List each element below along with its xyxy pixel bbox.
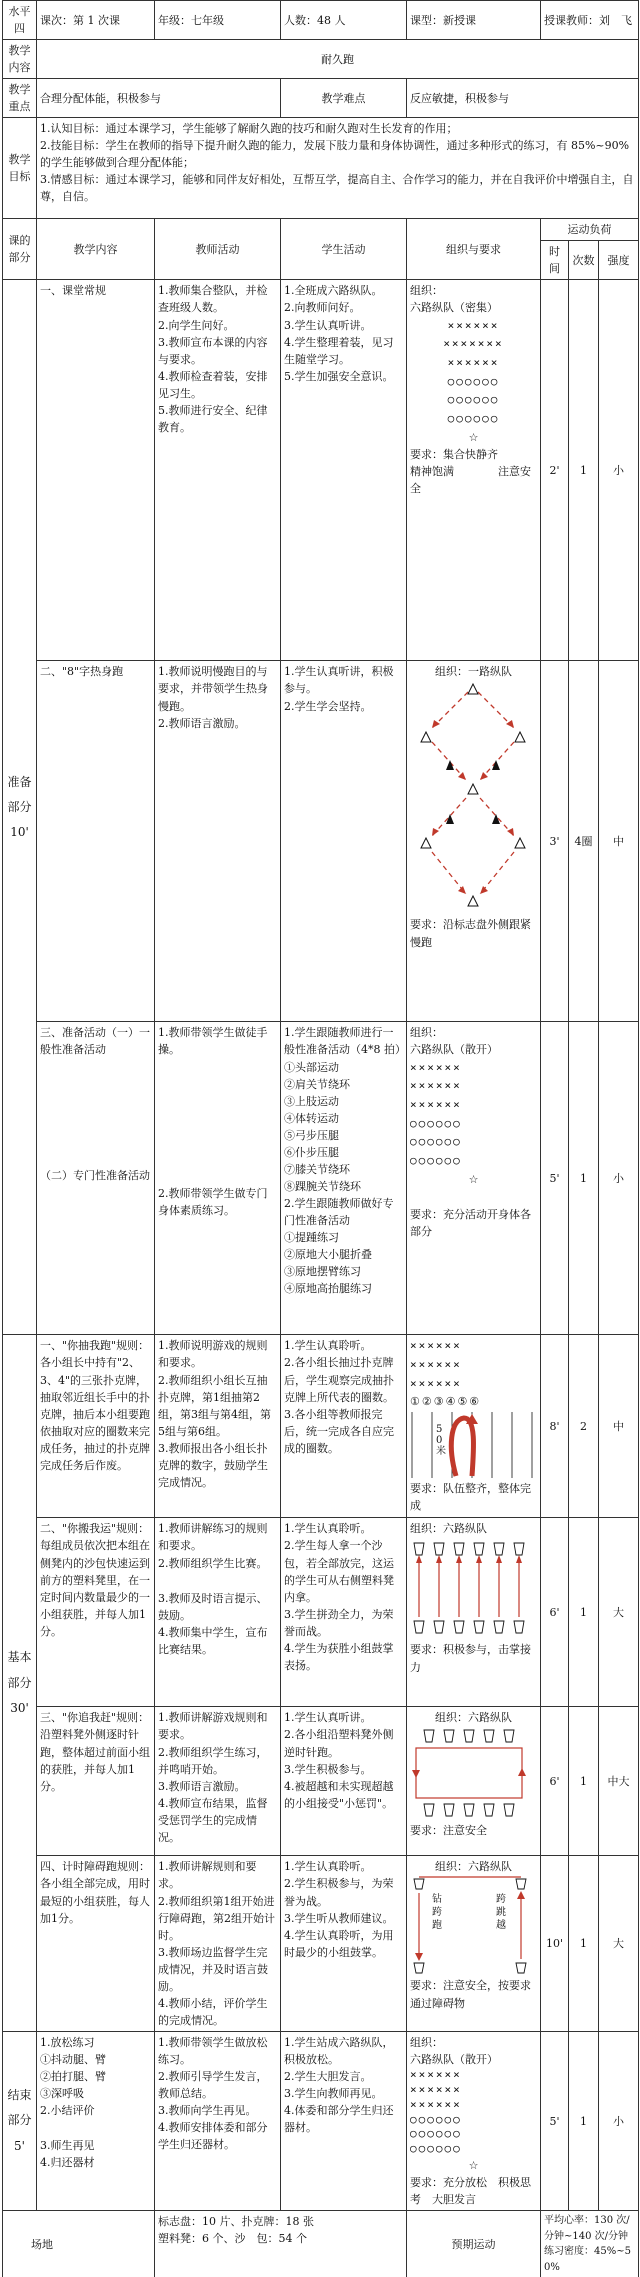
text-line: 1.学生认真聆听。 xyxy=(284,1339,372,1353)
text-line: 3.学生拼劲全力，为荣誉而战。 xyxy=(284,1607,394,1638)
text-line: 2.学生积极参与，为荣誉为战。 xyxy=(284,1877,394,1908)
grab-teacher xyxy=(155,1335,281,1518)
org-title: 组织：六路纵队 xyxy=(435,1860,512,1874)
carry-arrows xyxy=(419,1559,519,1617)
route-arrows xyxy=(432,692,514,894)
warmup-time: 5' xyxy=(541,1022,569,1335)
warmup-student xyxy=(281,1022,407,1335)
text-line: 1.学生认真听讲，积极参与。 xyxy=(284,665,394,696)
track-lanes xyxy=(410,1412,536,1480)
text-line: 3.教师语言激励。 xyxy=(158,1779,246,1793)
warmup-teacher xyxy=(155,1022,281,1335)
text-line: 5.学生加强安全意识。 xyxy=(284,369,394,383)
formation-row: ○○○○○○ xyxy=(447,393,500,407)
text-line: 2.教师组织学生比赛。 xyxy=(158,1556,268,1570)
obstacle-diagram xyxy=(410,1875,537,1977)
teacher-star-icon: ☆ xyxy=(468,430,479,444)
formation-row: ○○○○○○ xyxy=(410,1153,462,1167)
figure8-reps: 4圈 xyxy=(569,661,599,1022)
formation-row: ×××××× xyxy=(410,2082,462,2096)
warmup-org xyxy=(407,1022,541,1335)
warmup-row xyxy=(3,1022,639,1335)
text-line: 1.学生认真听讲。 xyxy=(284,1711,372,1725)
text-line: 2.教师引导学生发言，教师总结。 xyxy=(158,2069,268,2101)
text-line: 2.各小组长抽过扑克牌后，学生观察完成抽扑克牌上所代表的圈数。 xyxy=(284,1356,394,1404)
text-line: 2.学生学会坚持。 xyxy=(284,699,372,713)
carry-org xyxy=(407,1518,541,1707)
teacher-name: 授课教师：刘 飞 xyxy=(541,1,639,40)
org-title: 组织： xyxy=(410,284,443,298)
text-line: 3.教师向学生再见。 xyxy=(158,2104,257,2118)
text-line: ⑥仆步压腿 xyxy=(284,1145,339,1159)
text-line: ⑧踝腕关节绕环 xyxy=(284,1179,361,1193)
text-line: 2.学生大胆发言。 xyxy=(284,2069,372,2083)
chase-time: 6' xyxy=(541,1707,569,1856)
focus-row xyxy=(3,79,639,118)
chase-row xyxy=(3,1707,639,1856)
lesson-number: 课次：第 1 次课 xyxy=(37,1,155,40)
text-line: 4.教师集中学生，宣布比赛结果。 xyxy=(158,1625,268,1656)
text-line: 1.教师讲解游戏规则和要求。 xyxy=(158,1711,268,1742)
formation-row: ○○○○○○ xyxy=(410,1135,462,1149)
formation-row: ×××××× xyxy=(410,1339,462,1353)
text-line: 2.教师组织小组长互抽扑克牌，第1组抽第2组，第3组与第4组，第5组与第6组。 xyxy=(158,1373,271,1438)
text-line: 2.学生跟随教师做好专门性准备活动 xyxy=(284,1196,394,1227)
carry-intensity: 大 xyxy=(599,1518,639,1707)
carry-time: 6' xyxy=(541,1518,569,1707)
cone-markers-solid xyxy=(446,760,500,824)
level-cell: 水平四 xyxy=(3,1,37,40)
text-line: 4.学生为获胜小组鼓掌表扬。 xyxy=(284,1641,394,1672)
text-line: 4.教师安排体委和部分学生归还器材。 xyxy=(158,2121,268,2152)
group-numbers: ①②③④⑤⑥ xyxy=(410,1395,482,1409)
obstacle-org xyxy=(407,1856,541,2031)
text-line: 2.教师组织学生练习，并鸣哨开始。 xyxy=(158,1745,268,1776)
head-load: 运动负荷 xyxy=(541,219,639,241)
obstacle-intensity: 大 xyxy=(599,1856,639,2031)
grab-content: 一、"你抽我跑"规则：各小组长中持有"2、3、4"的三张扑克牌，抽取邻近组长手中的扑克牌，抽后本小组要跑依抽取对应的圈数来完成任务，抽过的扑克牌完成任务后作废。 xyxy=(37,1335,155,1518)
routine-org xyxy=(407,280,541,661)
obstacle-content: 四、计时障碍跑规则：各小组全部完成，用时最短的小组获胜，每人加1分。 xyxy=(37,1856,155,2031)
text-line: ②肩关节绕环 xyxy=(284,1077,350,1091)
text-line: 3.教师场边监督学生完成情况，并及时语言鼓励。 xyxy=(158,1945,268,1993)
text-line: 4.体委和部分学生归还器材。 xyxy=(284,2104,394,2135)
goals-text xyxy=(37,118,639,219)
text-line: ⑦膝关节绕环 xyxy=(284,1162,350,1176)
formation-row: ○○○○○○ xyxy=(447,374,500,388)
grab-row xyxy=(3,1335,639,1518)
figure8-row xyxy=(3,661,639,1022)
routine-intensity: 小 xyxy=(599,280,639,661)
text-line: 标志盘：10 片、扑克牌：18 张 xyxy=(158,2215,314,2229)
text-line: 4.教师宣布结果，监督受惩罚学生的完成情况。 xyxy=(158,1796,268,1844)
cooldown-student xyxy=(281,2031,407,2210)
text-line: 3.学生积极参与。 xyxy=(284,1762,372,1776)
org-title: 组织：六路纵队 xyxy=(435,1711,512,1725)
cooldown-row xyxy=(3,2031,639,2210)
figure8-teacher xyxy=(155,661,281,1022)
loop-route xyxy=(416,1748,522,1798)
warmup-reps: 1 xyxy=(569,1022,599,1335)
grab-student xyxy=(281,1335,407,1518)
obstacle-student xyxy=(281,1856,407,2031)
formation-row: ×××××× xyxy=(410,1097,462,1111)
routine-student xyxy=(281,280,407,661)
routine-teacher xyxy=(155,280,281,661)
text-line: ③深呼吸 xyxy=(40,2087,84,2101)
head-teacher: 教师活动 xyxy=(155,219,281,280)
formation-name: 六路纵队（散开） xyxy=(410,2052,498,2066)
text-line: ①抖动腿、臂 xyxy=(40,2052,106,2066)
text-line: ①提踵练习 xyxy=(284,1230,339,1244)
org-title: 组织：一路纵队 xyxy=(435,665,512,679)
text-line: 1.教师集合整队，并检查班级人数。 xyxy=(158,284,268,315)
text-line: ⑤弓步压腿 xyxy=(284,1128,339,1142)
text-line: ③上肢运动 xyxy=(284,1094,339,1108)
arrowheads xyxy=(412,1768,526,1778)
text-line: ④原地高抬腿练习 xyxy=(284,1282,372,1296)
formation-row: ○○○○○○ xyxy=(410,2127,462,2141)
teacher-star-icon: ☆ xyxy=(468,2159,479,2173)
difficulty-value: 反应敏捷，积极参与 xyxy=(407,79,639,118)
student-count: 人数：48 人 xyxy=(281,1,407,40)
content-row xyxy=(3,40,639,79)
text-line: （二）专门性准备活动 xyxy=(40,1168,150,1182)
text-line: 3.学生认真听讲。 xyxy=(284,318,372,332)
text-line: 1.教师带领学生做徒手操。 xyxy=(158,1026,268,1057)
head-reps: 次数 xyxy=(569,241,599,280)
right-lane-label: 跨跳越 xyxy=(496,1894,506,1932)
focus-value: 合理分配体能，积极参与 xyxy=(37,79,281,118)
org-requirement: 要求：沿标志盘外侧跟紧慢跑 xyxy=(410,918,531,949)
text-line: 三、准备活动（一）一般性准备活动 xyxy=(40,1026,150,1057)
chase-diagram xyxy=(410,1726,536,1822)
text-line: 1.教师讲解练习的规则和要求。 xyxy=(158,1522,268,1553)
formation-row: ○○○○○○ xyxy=(410,2142,462,2156)
bench-icons xyxy=(424,1730,514,1816)
text-line: 3.各小组等教师报完后，统一完成各自应完成的圈数。 xyxy=(284,1407,394,1455)
chase-reps: 1 xyxy=(569,1707,599,1856)
carry-diagram xyxy=(410,1537,536,1641)
footer-row xyxy=(3,2211,639,2277)
formation-row: ×××××× xyxy=(410,2067,462,2081)
figure8-diagram xyxy=(410,680,536,916)
obstacle-reps: 1 xyxy=(569,1856,599,2031)
org-requirement: 要求：注意安全 xyxy=(410,1824,487,1838)
text-line: 3.师生再见 xyxy=(40,2139,95,2153)
text-line: 4.学生认真聆听，为用时最少的小组鼓掌。 xyxy=(284,1928,394,1959)
text-line: 1.学生认真聆听。 xyxy=(284,1522,372,1536)
org-requirement: 要求：充分放松 积极思考 大胆发言 xyxy=(410,2176,531,2207)
org-requirement: 要求：注意安全，按要求通过障碍物 xyxy=(410,1979,531,2010)
text-line: 3.教师及时语言提示、鼓励。 xyxy=(158,1591,268,1622)
org-requirement: 要求：积极参与，击掌接力 xyxy=(410,1643,531,1674)
text-line: 2.学生每人拿一个沙包，若全部放完，这运的学生可从右侧塑料凳内拿。 xyxy=(284,1539,394,1604)
org-title: 组织： xyxy=(410,1026,443,1040)
chase-teacher xyxy=(155,1707,281,1856)
text-line: 4.学生整理着装，见习生随堂学习。 xyxy=(284,335,394,366)
text-line: 3.学生向教师再见。 xyxy=(284,2087,383,2101)
carry-content: 二、"你搬我运"规则：每组成员依次把本组在侧凳内的沙包快速运到前方的塑料凳里，在一定时间内数量最少的一小组获胜，并每人加1分。 xyxy=(37,1518,155,1707)
text-line: 3.教师宣布本课的内容与要求。 xyxy=(158,335,268,366)
difficulty-label: 教学难点 xyxy=(281,79,407,118)
goal-skill: 2.技能目标：学生在教师的指导下提升耐久跑的能力，发展下肢力量和身体协调性，通过多种形式的练习，有 85%~90%的学生能够做到合理分配体能； xyxy=(40,139,630,170)
goals-row xyxy=(3,118,639,219)
cooldown-org xyxy=(407,2031,541,2210)
text-line: 1.教师说明慢跑目的与要求，并带领学生热身慢跑。 xyxy=(158,665,268,713)
formation-row: ○○○○○○ xyxy=(447,411,500,425)
routine-content: 一、课堂常规 xyxy=(37,280,155,661)
bench-icons xyxy=(414,1879,526,1973)
grab-reps: 2 xyxy=(569,1335,599,1518)
formation-row: ×××××× xyxy=(410,1060,462,1074)
chase-intensity: 中大 xyxy=(599,1707,639,1856)
text-line: 3.学生听从教师建议。 xyxy=(284,1911,394,1925)
expected-label: 预期运动 xyxy=(407,2211,541,2277)
head-part: 课的部分 xyxy=(3,219,37,280)
head-student: 学生活动 xyxy=(281,219,407,280)
equipment-list xyxy=(155,2211,407,2277)
carry-reps: 1 xyxy=(569,1518,599,1707)
text-line: 1.全班成六路纵队。 xyxy=(284,284,383,298)
text-line: 4.教师检查着装，安排见习生。 xyxy=(158,369,268,400)
text-line: 练习密度：45%~50% xyxy=(544,2246,631,2273)
figure8-content: 二、"8"字热身跑 xyxy=(37,661,155,1022)
text-line: 1.学生认真聆听。 xyxy=(284,1860,372,1874)
obstacle-time: 10' xyxy=(541,1856,569,2031)
formation-row: ×××××× xyxy=(410,2097,462,2111)
org-requirement: 要求：集合快静齐 精神饱满 注意安全 xyxy=(410,447,542,495)
cooldown-time: 5' xyxy=(541,2031,569,2210)
distance-label: 50米 xyxy=(436,1424,446,1458)
text-line: 4.被超越和未实现超越的小组接受"小惩罚"。 xyxy=(284,1779,394,1810)
warmup-intensity: 小 xyxy=(599,1022,639,1335)
carry-row xyxy=(3,1518,639,1707)
text-line: 2.教师带领学生做专门身体素质练习。 xyxy=(158,1186,268,1217)
bench-icons xyxy=(414,1543,524,1633)
text-line: 塑料凳：6 个、沙 包：54 个 xyxy=(158,2232,307,2246)
obstacle-teacher xyxy=(155,1856,281,2031)
grab-time: 8' xyxy=(541,1335,569,1518)
goal-emotion: 3.情感目标：通过本课学习，能够和同伴友好相处，互帮互学，提高自主、合作学习的能力，并在自我评价中增强自主，自尊，自信。 xyxy=(40,173,634,204)
carry-teacher xyxy=(155,1518,281,1707)
text-line: 4.归还器材 xyxy=(40,2156,95,2170)
head-org: 组织与要求 xyxy=(407,219,541,280)
cooldown-intensity: 小 xyxy=(599,2031,639,2210)
grab-intensity: 中 xyxy=(599,1335,639,1518)
chase-org xyxy=(407,1707,541,1856)
cooldown-teacher xyxy=(155,2031,281,2210)
text-line: 2.小结评价 xyxy=(40,2104,95,2118)
head-intensity: 强度 xyxy=(599,241,639,280)
lesson-plan-table xyxy=(2,0,639,2277)
obstacle-course xyxy=(410,1875,536,1977)
text-line: 1.放松练习 xyxy=(40,2035,95,2049)
text-line: 1.教师说明游戏的规则和要求。 xyxy=(158,1339,268,1370)
text-line: 2.向学生问好。 xyxy=(158,318,235,332)
cone-markers xyxy=(421,684,525,906)
text-line: ④体转运动 xyxy=(284,1111,339,1125)
text-line: ①头部运动 xyxy=(284,1060,339,1074)
formation-row: ×××××× xyxy=(410,1358,462,1372)
text-line: 2.教师语言激励。 xyxy=(158,716,246,730)
arrowheads xyxy=(416,1555,522,1563)
formation-row: ○○○○○○ xyxy=(410,1116,462,1130)
chase-content: 三、"你追我赶"规则：沿塑料凳外侧逐时针跑，整体超过前面小组的获胜，并每人加1分。 xyxy=(37,1707,155,1856)
left-lane-label: 钻跨跑 xyxy=(432,1894,442,1932)
routine-time: 2' xyxy=(541,280,569,661)
org-requirement: 要求：充分活动开身体各部分 xyxy=(410,1207,531,1238)
formation-row: ××××××× xyxy=(443,337,504,351)
section-basic: 基本部分30' xyxy=(3,1335,37,2031)
text-line: 5.教师进行安全、纪律教育。 xyxy=(158,403,268,434)
figure8-student xyxy=(281,661,407,1022)
header-row xyxy=(3,1,639,40)
goals-label: 教学目标 xyxy=(3,118,37,219)
figure8-org xyxy=(407,661,541,1022)
text-line: 2.各小组沿塑料凳外侧逆时针跑。 xyxy=(284,1728,394,1759)
formation-name: 六路纵队（散开） xyxy=(410,1043,498,1057)
teacher-star-icon: ☆ xyxy=(468,1172,479,1186)
figure8-time: 3' xyxy=(541,661,569,1022)
venue-label: 场地 xyxy=(3,2211,155,2277)
head-time: 时间 xyxy=(541,241,569,280)
org-title: 组织： xyxy=(410,2035,443,2049)
obstacle-row xyxy=(3,1856,639,2031)
text-line: 1.教师带领学生做放松练习。 xyxy=(158,2035,268,2066)
text-line: ②拍打腿、臂 xyxy=(40,2069,106,2083)
content-value: 耐久跑 xyxy=(37,40,639,79)
track-diagram xyxy=(410,1412,537,1480)
text-line: 2.教师组织第1组开始进行障碍跑，第2组开始计时。 xyxy=(158,1894,275,1942)
text-line: 1.学生跟随教师进行一般性准备活动（4*8 拍） xyxy=(284,1026,406,1057)
text-line: 平均心率：130 次/分钟~140 次/分钟 xyxy=(544,2215,630,2242)
formation-row: ○○○○○○ xyxy=(410,2112,462,2126)
text-line: 2.向教师问好。 xyxy=(284,301,361,315)
formation-row: ×××××× xyxy=(410,1376,462,1390)
formation-row: ×××××× xyxy=(447,318,500,332)
column-head-row xyxy=(3,219,639,241)
warmup-content xyxy=(37,1022,155,1335)
formation-row: ×××××× xyxy=(410,1079,462,1093)
formation-name: 六路纵队（密集） xyxy=(410,301,498,315)
grade: 年级：七年级 xyxy=(155,1,281,40)
text-line: 1.学生站成六路纵队，积极放松。 xyxy=(284,2035,394,2066)
text-line: ②原地大小腿折叠 xyxy=(284,1248,372,1262)
figure8-intensity: 中 xyxy=(599,661,639,1022)
text-line: 1.教师讲解规则和要求。 xyxy=(158,1860,257,1891)
lesson-type: 课型：新授课 xyxy=(407,1,541,40)
goal-cognitive: 1.认知目标：通过本课学习，学生能够了解耐久跑的技巧和耐久跑对生长发育的作用； xyxy=(40,122,458,136)
section-prep: 准备部分10' xyxy=(3,280,37,1335)
org-requirement: 要求：队伍整齐，整体完成 xyxy=(410,1482,531,1513)
section-end: 结束部分5' xyxy=(3,2031,37,2210)
cooldown-reps: 1 xyxy=(569,2031,599,2210)
formation-row: ×××××× xyxy=(447,355,500,369)
routine-reps: 1 xyxy=(569,280,599,661)
grab-org xyxy=(407,1335,541,1518)
expected-values xyxy=(541,2211,639,2277)
run-loop-arrow xyxy=(451,1418,473,1476)
text-line: ③原地摆臂练习 xyxy=(284,1265,361,1279)
org-title: 组织：六路纵队 xyxy=(410,1522,487,1536)
routine-row xyxy=(3,280,639,661)
text-line: 4.教师小结，评价学生的完成情况。 xyxy=(158,1996,268,2027)
chase-student xyxy=(281,1707,407,1856)
carry-student xyxy=(281,1518,407,1707)
text-line: 3.教师报出各小组长扑克牌的数字，鼓励学生完成情况。 xyxy=(158,1441,268,1489)
focus-label: 教学重点 xyxy=(3,79,37,118)
head-content: 教学内容 xyxy=(37,219,155,280)
content-label: 教学内容 xyxy=(3,40,37,79)
cooldown-content xyxy=(37,2031,155,2210)
